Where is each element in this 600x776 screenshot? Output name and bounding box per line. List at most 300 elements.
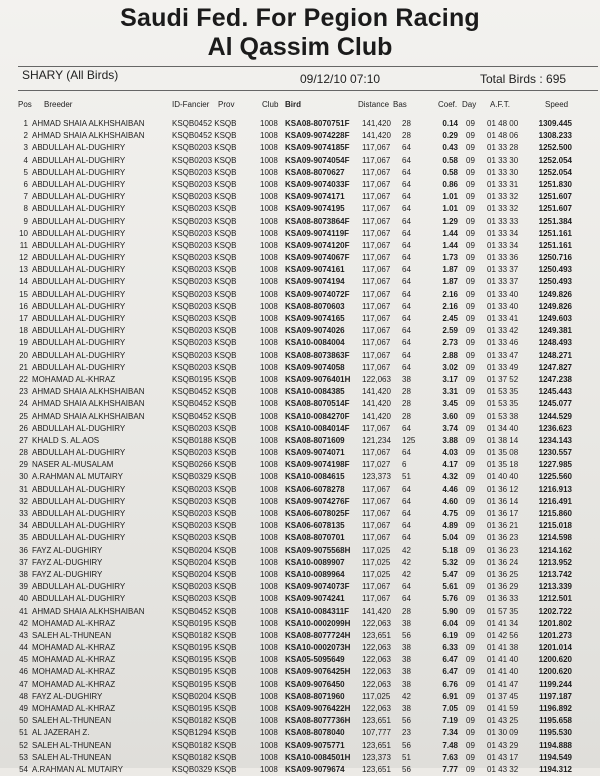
id-fancier-cell: KSQB0329 KSQB xyxy=(172,472,237,482)
coef-cell: 7.34 xyxy=(442,728,458,738)
aft-cell: 01 37 52 xyxy=(487,374,519,384)
position-cell: 17 xyxy=(19,314,28,323)
divider xyxy=(18,90,598,91)
id-fancier-cell: KSQB0204 KSQB xyxy=(172,569,237,579)
bird-ring-cell: KSA10-0084501H xyxy=(285,752,351,762)
aft-cell: 01 33 30 xyxy=(487,167,519,177)
breeder-cell: ABDULLAH AL-DUGHIRY xyxy=(32,289,126,299)
club-cell: 1008 xyxy=(260,728,278,738)
aft-cell: 01 36 17 xyxy=(487,509,519,518)
total-birds: Total Birds : 695 xyxy=(480,72,567,86)
day-cell: 09 xyxy=(466,606,475,616)
position-cell: 8 xyxy=(23,204,28,214)
day-cell: 09 xyxy=(466,557,475,567)
coef-cell: 2.73 xyxy=(442,338,458,348)
aft-cell: 01 33 41 xyxy=(487,314,519,323)
breeder-cell: SALEH AL-THUNEAN xyxy=(32,716,112,726)
position-cell: 24 xyxy=(19,399,28,409)
speed-cell: 1251.384 xyxy=(538,216,572,226)
distance-cell: 117,067 xyxy=(362,314,391,323)
table-row xyxy=(0,301,600,313)
aft-cell: 01 34 40 xyxy=(487,423,519,433)
coef-cell: 1.29 xyxy=(442,216,458,226)
table-row xyxy=(0,216,600,228)
day-cell: 09 xyxy=(466,679,475,689)
bird-ring-cell: KSA09-9076401H xyxy=(285,374,351,384)
distance-cell: 141,420 xyxy=(362,399,391,409)
day-cell: 09 xyxy=(466,472,475,482)
bas-cell: 64 xyxy=(402,277,411,287)
table-row xyxy=(0,325,600,337)
day-cell: 09 xyxy=(466,204,475,214)
distance-cell: 117,027 xyxy=(362,460,391,470)
position-cell: 47 xyxy=(19,679,28,689)
distance-cell: 107,777 xyxy=(362,728,391,738)
club-cell: 1008 xyxy=(260,472,278,482)
day-cell: 09 xyxy=(466,301,475,311)
id-fancier-cell: KSQB0452 KSQB xyxy=(172,119,237,128)
club-cell: 1008 xyxy=(260,618,278,628)
breeder-cell: MOHAMAD AL-KHRAZ xyxy=(32,374,116,384)
position-cell: 14 xyxy=(19,277,28,287)
bas-cell: 64 xyxy=(402,179,411,189)
distance-cell: 117,067 xyxy=(362,240,391,250)
bas-cell: 64 xyxy=(402,326,411,336)
aft-cell: 01 36 29 xyxy=(487,582,519,592)
distance-cell: 117,025 xyxy=(362,691,391,701)
aft-cell: 01 41 34 xyxy=(487,618,519,628)
position-cell: 27 xyxy=(19,435,28,445)
day-cell: 09 xyxy=(466,192,475,202)
table-row xyxy=(0,654,600,666)
bas-cell: 51 xyxy=(402,752,411,762)
position-cell: 25 xyxy=(19,411,28,421)
bird-ring-cell: KSA09-9074228F xyxy=(285,131,350,141)
col-breeder: Breeder xyxy=(44,100,73,109)
bas-cell: 28 xyxy=(402,606,411,616)
day-cell: 09 xyxy=(466,618,475,628)
id-fancier-cell: KSQB0204 KSQB xyxy=(172,691,237,701)
position-cell: 29 xyxy=(19,460,28,470)
day-cell: 09 xyxy=(466,740,475,750)
day-cell: 09 xyxy=(466,704,475,713)
table-row xyxy=(0,337,600,349)
bas-cell: 64 xyxy=(402,228,411,238)
bas-cell: 64 xyxy=(402,594,411,604)
coef-cell: 3.31 xyxy=(442,387,458,397)
club-cell: 1008 xyxy=(260,314,278,323)
day-cell: 09 xyxy=(466,179,475,189)
id-fancier-cell: KSQB0195 KSQB xyxy=(172,643,237,653)
aft-cell: 01 53 35 xyxy=(487,399,519,409)
bas-cell: 125 xyxy=(402,435,416,445)
bird-ring-cell: KSA09-9074161 xyxy=(285,265,345,275)
distance-cell: 117,067 xyxy=(362,362,391,372)
speed-cell: 1252.054 xyxy=(538,155,572,165)
bird-ring-cell: KSA06-6078135 xyxy=(285,521,345,531)
aft-cell: 01 33 33 xyxy=(487,216,519,226)
speed-cell: 1201.273 xyxy=(538,630,572,640)
bas-cell: 38 xyxy=(402,618,411,628)
table-row xyxy=(0,362,600,374)
coef-cell: 5.04 xyxy=(442,533,458,543)
day-cell: 09 xyxy=(466,582,475,592)
club-cell: 1008 xyxy=(260,752,278,762)
id-fancier-cell: KSQB0203 KSQB xyxy=(172,204,237,214)
day-cell: 09 xyxy=(466,362,475,372)
club-cell: 1008 xyxy=(260,119,278,128)
breeder-cell: ABDULLAH AL-DUGHIRY xyxy=(32,533,126,543)
aft-cell: 01 43 32 xyxy=(487,764,519,774)
speed-cell: 1234.143 xyxy=(538,435,572,445)
table-row xyxy=(0,606,600,618)
coef-cell: 2.88 xyxy=(442,350,458,360)
aft-cell: 01 33 28 xyxy=(487,143,519,153)
aft-cell: 01 33 31 xyxy=(487,179,519,189)
table-row xyxy=(0,228,600,240)
bas-cell: 38 xyxy=(402,643,411,653)
club-cell: 1008 xyxy=(260,143,278,153)
race-name: SHARY (All Birds) xyxy=(22,68,119,82)
coef-cell: 5.90 xyxy=(442,606,458,616)
bas-cell: 64 xyxy=(402,484,411,494)
speed-cell: 1225.560 xyxy=(538,472,572,482)
club-cell: 1008 xyxy=(260,374,278,384)
speed-cell: 1252.500 xyxy=(538,143,572,153)
club-cell: 1008 xyxy=(260,594,278,604)
table-row xyxy=(0,557,600,569)
day-cell: 09 xyxy=(466,509,475,518)
coef-cell: 2.16 xyxy=(442,301,458,311)
coef-cell: 0.29 xyxy=(442,131,458,141)
distance-cell: 117,067 xyxy=(362,509,391,518)
speed-cell: 1247.827 xyxy=(538,362,572,372)
position-cell: 40 xyxy=(19,594,28,604)
day-cell: 09 xyxy=(466,240,475,250)
coef-cell: 5.32 xyxy=(442,557,458,567)
coef-cell: 7.77 xyxy=(442,764,458,774)
coef-cell: 5.61 xyxy=(442,582,458,592)
position-cell: 32 xyxy=(19,496,28,506)
day-cell: 09 xyxy=(466,764,475,774)
bas-cell: 42 xyxy=(402,569,411,579)
club-cell: 1008 xyxy=(260,521,278,531)
id-fancier-cell: KSQB0203 KSQB xyxy=(172,350,237,360)
aft-cell: 01 33 37 xyxy=(487,277,519,287)
bas-cell: 64 xyxy=(402,314,411,323)
position-cell: 16 xyxy=(19,301,28,311)
bas-cell: 64 xyxy=(402,362,411,372)
col-bas: Bas xyxy=(393,100,407,109)
col-day: Day xyxy=(462,100,477,109)
coef-cell: 6.47 xyxy=(442,667,458,677)
speed-cell: 1309.445 xyxy=(538,119,572,128)
day-cell: 09 xyxy=(466,289,475,299)
speed-cell: 1250.716 xyxy=(538,253,572,263)
distance-cell: 122,063 xyxy=(362,667,391,677)
speed-cell: 1201.802 xyxy=(538,618,572,628)
distance-cell: 141,420 xyxy=(362,606,391,616)
day-cell: 09 xyxy=(466,119,475,128)
bird-ring-cell: KSA09-9075771 xyxy=(285,740,345,750)
bird-ring-cell: KSA06-6078025F xyxy=(285,509,350,518)
aft-cell: 01 41 47 xyxy=(487,679,519,689)
day-cell: 09 xyxy=(466,533,475,543)
position-cell: 46 xyxy=(19,667,28,677)
position-cell: 9 xyxy=(23,216,28,226)
col-id-fancier: ID-Fancier xyxy=(172,100,210,109)
distance-cell: 123,651 xyxy=(362,764,391,774)
breeder-cell: ABDULLAH AL-DUGHIRY xyxy=(32,338,126,348)
bird-ring-cell: KSA08-8077724H xyxy=(285,630,351,640)
club-cell: 1008 xyxy=(260,423,278,433)
distance-cell: 117,067 xyxy=(362,289,391,299)
bird-ring-cell: KSA10-0002073H xyxy=(285,643,351,653)
table-row xyxy=(0,642,600,654)
table-row xyxy=(0,593,600,605)
speed-cell: 1249.603 xyxy=(538,314,572,323)
bas-cell: 64 xyxy=(402,216,411,226)
id-fancier-cell: KSQB0203 KSQB xyxy=(172,228,237,238)
aft-cell: 01 36 24 xyxy=(487,557,519,567)
bas-cell: 64 xyxy=(402,301,411,311)
bird-ring-cell: KSA09-9074241 xyxy=(285,594,345,604)
bird-ring-cell: KSA08-8071609 xyxy=(285,435,345,445)
day-cell: 09 xyxy=(466,326,475,336)
aft-cell: 01 33 36 xyxy=(487,253,519,263)
speed-cell: 1216.491 xyxy=(538,496,572,506)
coef-cell: 1.44 xyxy=(442,228,458,238)
coef-cell: 4.89 xyxy=(442,521,458,531)
aft-cell: 01 33 34 xyxy=(487,240,519,250)
speed-cell: 1200.620 xyxy=(538,667,572,677)
col-pos: Pos xyxy=(18,100,32,109)
bird-ring-cell: KSA08-8070751F xyxy=(285,119,350,128)
club-cell: 1008 xyxy=(260,582,278,592)
position-cell: 36 xyxy=(19,545,28,555)
club-cell: 1008 xyxy=(260,655,278,665)
distance-cell: 117,067 xyxy=(362,533,391,543)
day-cell: 09 xyxy=(466,387,475,397)
id-fancier-cell: KSQB0182 KSQB xyxy=(172,716,237,726)
breeder-cell: ABDULLAH AL-DUGHIRY xyxy=(32,143,126,153)
coef-cell: 5.76 xyxy=(442,594,458,604)
table-row xyxy=(0,459,600,471)
club-cell: 1008 xyxy=(260,326,278,336)
position-cell: 37 xyxy=(19,557,28,567)
speed-cell: 1201.014 xyxy=(538,643,572,653)
aft-cell: 01 48 00 xyxy=(487,119,519,128)
bas-cell: 64 xyxy=(402,448,411,458)
coef-cell: 7.63 xyxy=(442,752,458,762)
bird-ring-cell: KSA09-9076450 xyxy=(285,679,345,689)
distance-cell: 117,067 xyxy=(362,143,391,153)
table-row xyxy=(0,130,600,142)
coef-cell: 4.60 xyxy=(442,496,458,506)
bas-cell: 56 xyxy=(402,716,411,726)
speed-cell: 1216.913 xyxy=(538,484,572,494)
id-fancier-cell: KSQB0203 KSQB xyxy=(172,338,237,348)
speed-cell: 1249.381 xyxy=(538,326,572,336)
bas-cell: 64 xyxy=(402,253,411,263)
position-cell: 49 xyxy=(19,704,28,713)
id-fancier-cell: KSQB0203 KSQB xyxy=(172,484,237,494)
id-fancier-cell: KSQB0203 KSQB xyxy=(172,301,237,311)
speed-cell: 1214.162 xyxy=(538,545,572,555)
coef-cell: 5.18 xyxy=(442,545,458,555)
bird-ring-cell: KSA09-9079674 xyxy=(285,764,345,774)
id-fancier-cell: KSQB0182 KSQB xyxy=(172,740,237,750)
bird-ring-cell: KSA10-0089907 xyxy=(285,557,345,567)
coef-cell: 0.58 xyxy=(442,167,458,177)
distance-cell: 117,067 xyxy=(362,265,391,275)
id-fancier-cell: KSQB0203 KSQB xyxy=(172,253,237,263)
table-row xyxy=(0,240,600,252)
speed-cell: 1194.888 xyxy=(539,740,572,750)
coef-cell: 2.45 xyxy=(442,314,458,323)
coef-cell: 4.75 xyxy=(442,509,458,518)
speed-cell: 1214.598 xyxy=(538,533,572,543)
race-info xyxy=(0,68,600,88)
aft-cell: 01 36 23 xyxy=(487,533,519,543)
aft-cell: 01 33 40 xyxy=(487,301,519,311)
bas-cell: 64 xyxy=(402,155,411,165)
aft-cell: 01 30 09 xyxy=(487,728,519,738)
aft-cell: 01 36 23 xyxy=(487,545,519,555)
speed-cell: 1195.530 xyxy=(539,728,572,738)
position-cell: 22 xyxy=(19,374,28,384)
distance-cell: 122,063 xyxy=(362,679,391,689)
id-fancier-cell: KSQB0188 KSQB xyxy=(172,435,237,445)
club-cell: 1008 xyxy=(260,545,278,555)
aft-cell: 01 33 34 xyxy=(487,228,519,238)
breeder-cell: ABDULLAH AL-DUGHIRY xyxy=(32,509,126,518)
club-cell: 1008 xyxy=(260,131,278,141)
aft-cell: 01 33 46 xyxy=(487,338,519,348)
table-row xyxy=(0,167,600,179)
day-cell: 09 xyxy=(466,216,475,226)
day-cell: 09 xyxy=(466,374,475,384)
day-cell: 09 xyxy=(466,496,475,506)
breeder-cell: ABDULLAH AL-DUGHIRY xyxy=(32,301,126,311)
id-fancier-cell: KSQB0329 KSQB xyxy=(172,764,237,774)
position-cell: 42 xyxy=(19,618,28,628)
breeder-cell: AHMAD SHAIA ALKHSHAIBAN xyxy=(32,387,145,397)
bird-ring-cell: KSA08-8073863F xyxy=(285,350,350,360)
col-distance: Distance xyxy=(358,100,390,109)
speed-cell: 1194.549 xyxy=(539,752,572,762)
aft-cell: 01 38 14 xyxy=(487,435,519,445)
bird-ring-cell: KSA08-8070627 xyxy=(285,167,345,177)
coef-cell: 7.05 xyxy=(442,704,458,713)
distance-cell: 117,067 xyxy=(362,484,391,494)
position-cell: 44 xyxy=(19,643,28,653)
col-club: Club xyxy=(262,100,279,109)
bird-ring-cell: KSA10-0089964 xyxy=(285,569,345,579)
position-cell: 18 xyxy=(19,326,28,336)
col-coef: Coef. xyxy=(438,100,458,109)
breeder-cell: A.RAHMAN AL MUTAIRY xyxy=(32,472,123,482)
position-cell: 7 xyxy=(23,192,28,202)
club-cell: 1008 xyxy=(260,643,278,653)
distance-cell: 117,067 xyxy=(362,228,391,238)
breeder-cell: ABDULLAH AL-DUGHIRY xyxy=(32,423,126,433)
day-cell: 09 xyxy=(466,655,475,665)
position-cell: 52 xyxy=(19,740,28,750)
club-cell: 1008 xyxy=(260,764,278,774)
club-cell: 1008 xyxy=(260,167,278,177)
breeder-cell: MOHAMAD AL-KHRAZ xyxy=(32,679,116,689)
breeder-cell: KHALD S. AL.AOS xyxy=(32,435,100,445)
speed-cell: 1200.620 xyxy=(538,655,572,665)
club-cell: 1008 xyxy=(260,350,278,360)
bas-cell: 38 xyxy=(402,667,411,677)
bas-cell: 28 xyxy=(402,131,411,141)
aft-cell: 01 35 08 xyxy=(487,448,519,458)
club-cell: 1008 xyxy=(260,716,278,726)
position-cell: 41 xyxy=(19,606,28,616)
day-cell: 09 xyxy=(466,484,475,494)
position-cell: 53 xyxy=(19,752,28,762)
bird-ring-cell: KSA10-0084615 xyxy=(285,472,345,482)
coef-cell: 3.45 xyxy=(442,399,458,409)
speed-cell: 1196.892 xyxy=(539,704,572,713)
aft-cell: 01 57 35 xyxy=(487,606,519,616)
table-row xyxy=(0,313,600,325)
bird-ring-cell: KSA08-8078040 xyxy=(285,728,345,738)
id-fancier-cell: KSQB0203 KSQB xyxy=(172,594,237,604)
speed-cell: 1227.985 xyxy=(538,460,572,470)
breeder-cell: ABDULLAH AL-DUGHIRY xyxy=(32,594,126,604)
bird-ring-cell: KSA09-9075568H xyxy=(285,545,351,555)
coef-cell: 3.74 xyxy=(442,423,458,433)
bas-cell: 42 xyxy=(402,691,411,701)
breeder-cell: ABDULLAH AL-DUGHIRY xyxy=(32,326,126,336)
breeder-cell: ABDULLAH AL-DUGHIRY xyxy=(32,216,126,226)
position-cell: 43 xyxy=(19,630,28,640)
bas-cell: 64 xyxy=(402,338,411,348)
bird-ring-cell: KSA10-0002099H xyxy=(285,618,351,628)
id-fancier-cell: KSQB0203 KSQB xyxy=(172,509,237,518)
id-fancier-cell: KSQB0203 KSQB xyxy=(172,277,237,287)
position-cell: 6 xyxy=(23,179,28,189)
bird-ring-cell: KSA08-8073864F xyxy=(285,216,350,226)
breeder-cell: ABDULLAH AL-DUGHIRY xyxy=(32,314,126,323)
coef-cell: 1.73 xyxy=(442,253,458,263)
aft-cell: 01 43 29 xyxy=(487,740,519,750)
coef-cell: 1.87 xyxy=(442,277,458,287)
aft-cell: 01 48 06 xyxy=(487,131,519,141)
coef-cell: 4.03 xyxy=(442,448,458,458)
table-row xyxy=(0,618,600,630)
breeder-cell: FAYZ AL-DUGHIRY xyxy=(32,557,103,567)
day-cell: 09 xyxy=(466,143,475,153)
club-cell: 1008 xyxy=(260,740,278,750)
day-cell: 09 xyxy=(466,460,475,470)
distance-cell: 123,651 xyxy=(362,716,391,726)
breeder-cell: ABDULLAH AL-DUGHIRY xyxy=(32,448,126,458)
table-row xyxy=(0,496,600,508)
aft-cell: 01 33 49 xyxy=(487,362,519,372)
distance-cell: 117,067 xyxy=(362,216,391,226)
position-cell: 15 xyxy=(19,289,28,299)
breeder-cell: FAYZ AL-DUGHIRY xyxy=(32,545,103,555)
speed-cell: 1252.054 xyxy=(538,167,572,177)
id-fancier-cell: KSQB0452 KSQB xyxy=(172,387,237,397)
table-row xyxy=(0,764,600,776)
id-fancier-cell: KSQB0203 KSQB xyxy=(172,582,237,592)
club-cell: 1008 xyxy=(260,192,278,202)
